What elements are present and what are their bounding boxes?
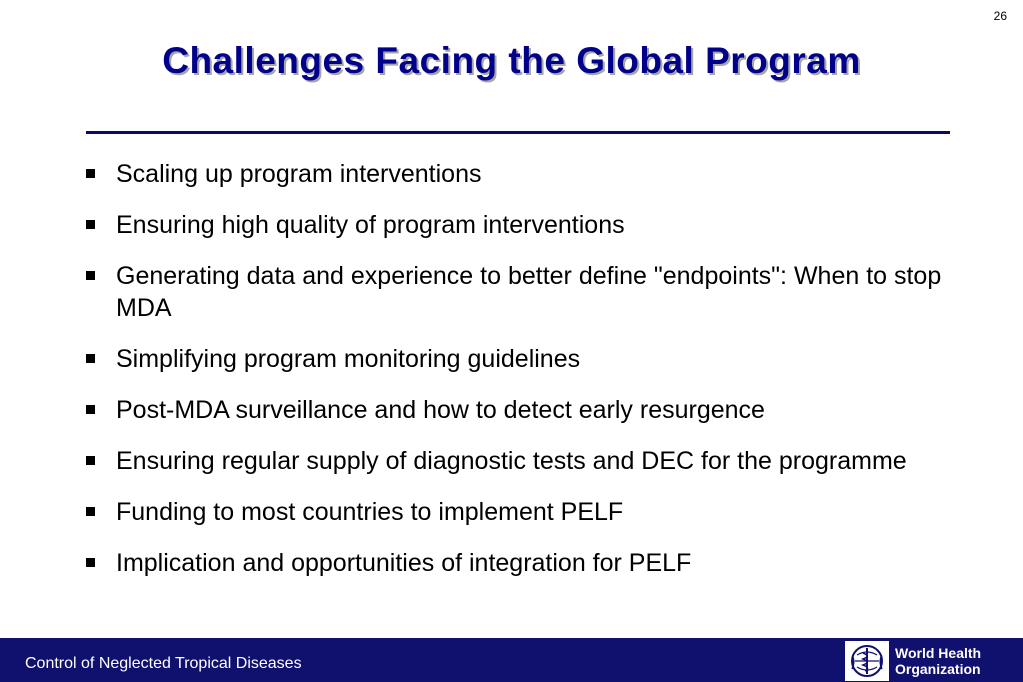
square-bullet-icon [86, 405, 95, 414]
bullet-item [84, 260, 964, 324]
bullet-text: Simplifying program monitoring guidelines [116, 345, 581, 373]
bullet-text: Ensuring regular supply of diagnostic tests and DEC for the programme [116, 447, 907, 475]
footer-text: Control of Neglected Tropical Diseases [25, 655, 302, 672]
who-logo [845, 641, 990, 681]
bullet-text: Funding to most countries to implement PELF [116, 498, 624, 526]
slide-number: 26 [993, 9, 1007, 23]
square-bullet-icon [86, 169, 95, 178]
who-emblem-icon [845, 641, 889, 681]
bullet-item [84, 158, 964, 190]
square-bullet-icon [86, 271, 95, 280]
bullet-item [84, 547, 964, 579]
bullet-item [84, 209, 964, 241]
bullet-text: Post-MDA surveillance and how to detect early resurgence [116, 396, 765, 424]
who-name-line2: Organization [895, 661, 981, 677]
bullet-item [84, 496, 964, 528]
square-bullet-icon [86, 507, 95, 516]
bullet-list [84, 158, 964, 598]
bullet-item [84, 445, 964, 477]
title-divider [86, 131, 950, 134]
square-bullet-icon [86, 220, 95, 229]
bullet-item [84, 394, 964, 426]
bullet-text: Ensuring high quality of program interventions [116, 211, 625, 239]
bullet-text: Implication and opportunities of integration for PELF [116, 549, 692, 577]
who-name [895, 645, 981, 677]
square-bullet-icon [86, 558, 95, 567]
bullet-item [84, 343, 964, 375]
slide-title: Challenges Facing the Global Program [162, 40, 861, 81]
footer-bar [0, 638, 1023, 682]
square-bullet-icon [86, 456, 95, 465]
bullet-text: Generating data and experience to better define "endpoints": When to stop MDA [116, 262, 942, 322]
bullet-text: Scaling up program interventions [116, 160, 482, 188]
square-bullet-icon [86, 354, 95, 363]
who-name-line1: World Health [895, 645, 982, 661]
